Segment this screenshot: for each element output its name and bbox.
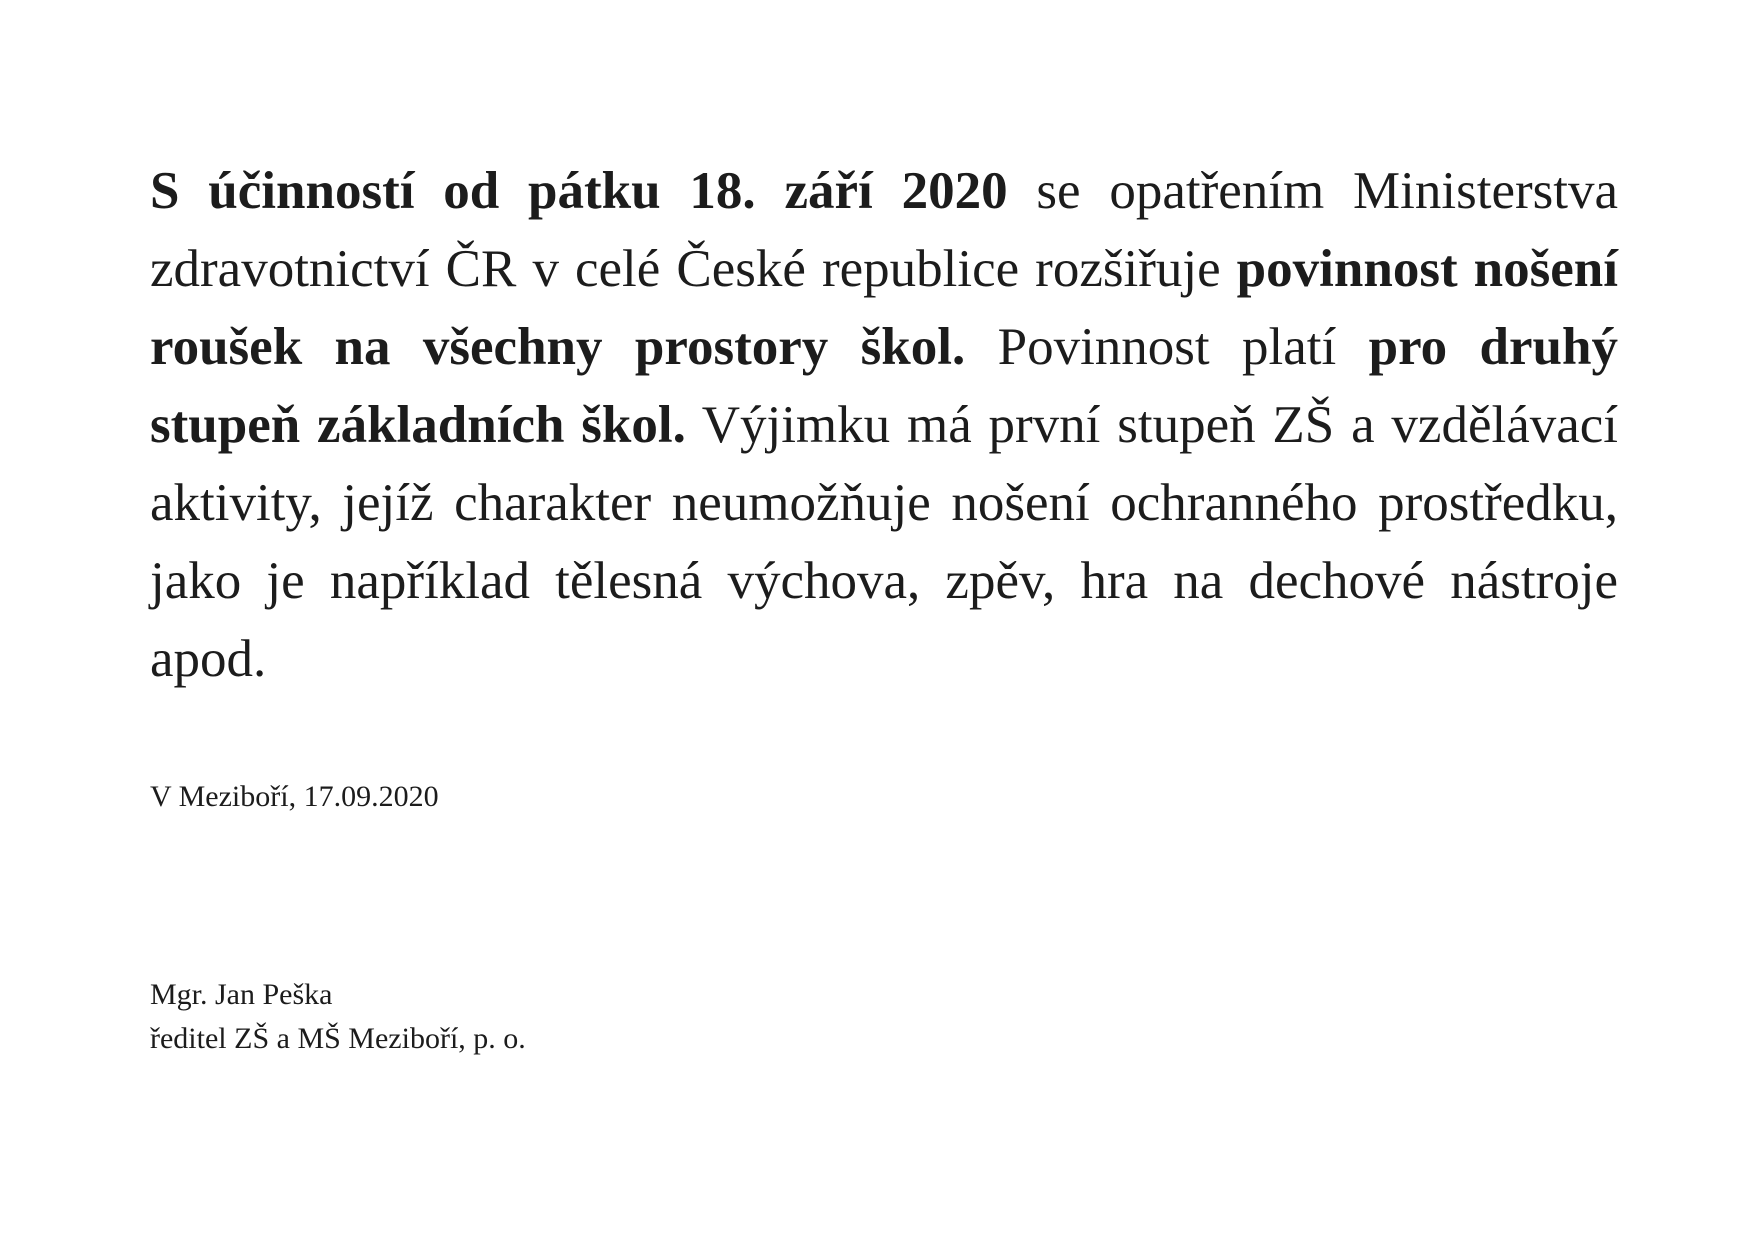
notice-effective-date: S účinností od pátku 18. září 2020 [150,162,1008,220]
signatory-name: Mgr. Jan Peška [150,978,333,1011]
notice-text-2: Povinnost platí [965,318,1369,376]
notice-exceptions: Výjimku má první stupeň ZŠ a vzdělávací aktivity, jejíž charakter neumožňuje nošení ochranného prostředku, jako je například tělesná výchova, zpěv, hra na dechové nástroje apod. [150,396,1618,688]
notice-paragraph [150,152,1618,698]
signature-block [150,973,526,1061]
signatory-title: ředitel ZŠ a MŠ Meziboří, p. o. [150,1022,526,1055]
notice-scope: pro druhý stupeň základních škol. [150,318,1619,454]
notice-text-1: se opatřením Ministerstva zdravotnictví ČR v celé České republice rozšiřuje [150,162,1618,298]
notice-obligation: povinnost nošení roušek na všechny prostory škol. [150,240,1618,376]
place-and-date: V Meziboří, 17.09.2020 [150,780,439,813]
